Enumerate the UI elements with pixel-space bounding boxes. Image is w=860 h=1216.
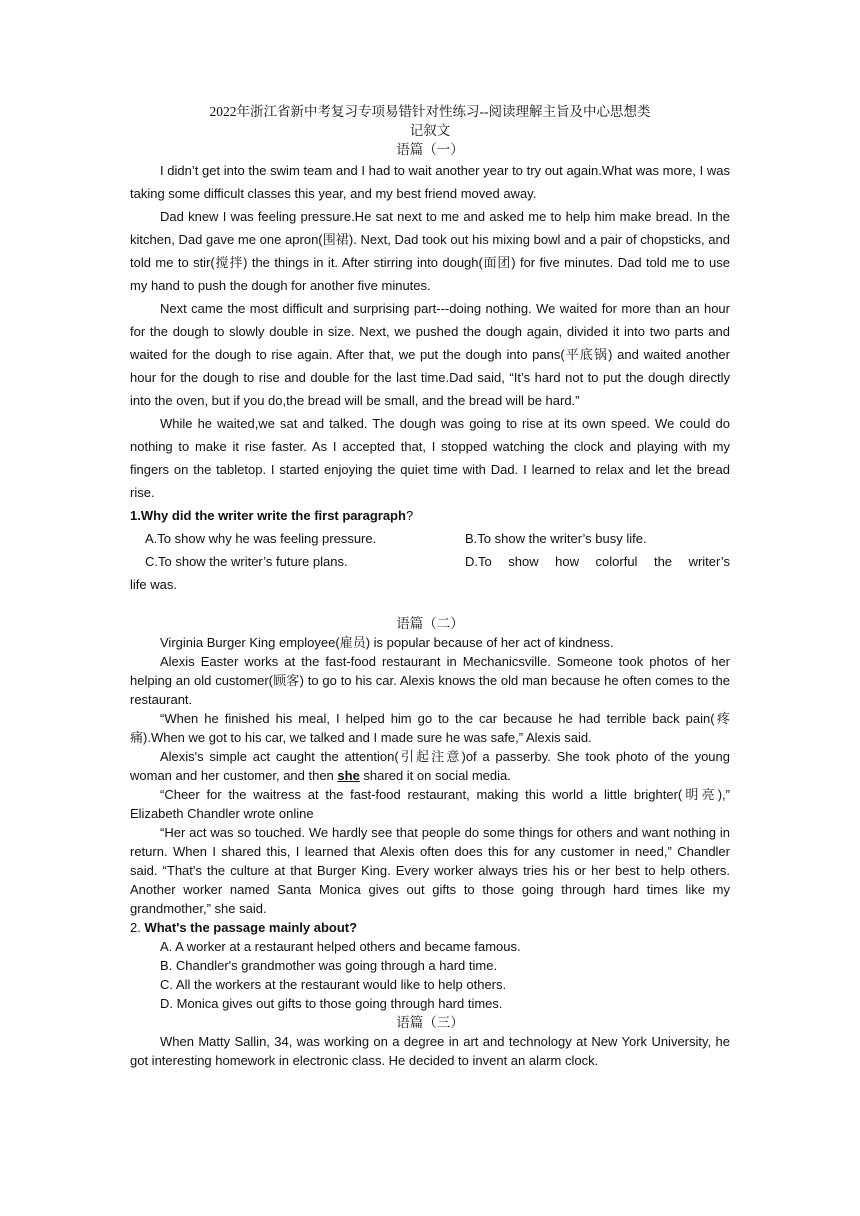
genre-label: 记叙文 — [409, 123, 451, 138]
option-a: A. A worker at a restaurant helped others and became famous. — [160, 939, 521, 954]
option-b: B. Chandler's grandmother was going through a hard time. — [160, 958, 498, 973]
paragraph: While he waited,we sat and talked. The dough was going to rise at its own speed. We could do nothing to make it rise faster. As I accepted that, I stopped watching the clock and playing with my fingers on the tabletop. I started enjoying the quiet time with Dad. I learned to relax and let the bread rise. — [130, 416, 730, 500]
text-run: shared it on social media. — [359, 768, 511, 783]
passage-1 — [130, 159, 730, 596]
question-2-number: 2. — [130, 920, 145, 935]
text-run: Alexis's simple act caught the attention(引起注意)of a passerby. She took photo of the young woman and her customer, and then — [130, 749, 730, 783]
passage-1-heading: 语篇（一） — [396, 142, 464, 157]
option-a: A.To show why he was feeling pressure. — [145, 531, 377, 546]
option-d: D. Monica gives out gifts to those going through hard times. — [160, 996, 503, 1011]
question-1-options — [130, 527, 730, 573]
paragraph: “When he finished his meal, I helped him go to the car because he had terrible back pain(疼痛).When we got to his car, we talked and I made sure he was safe,” Alexis said. — [130, 711, 730, 745]
question-mark: ? — [405, 508, 414, 523]
paragraph: “Cheer for the waitress at the fast-food restaurant, making this world a little brighter(明亮),” Elizabeth Chandler wrote online — [130, 787, 730, 821]
question-2 — [130, 918, 730, 937]
question-2-text: What's the passage mainly about? — [144, 920, 358, 935]
passage-2-heading: 语篇（二） — [396, 616, 464, 631]
option-c: C.To show the writer’s future plans. — [145, 554, 348, 569]
option-d — [430, 550, 730, 573]
option-c: C. All the workers at the restaurant would like to help others. — [160, 977, 507, 992]
paragraph: Dad knew I was feeling pressure.He sat next to me and asked me to help him make bread. In the kitchen, Dad gave me one apron(围裙). Next, Dad took out his mixing bowl and a pair of chopsticks, and told me to stir(搅拌) the things in it. After stirring into dough(面团) for five minutes. Dad told me to use my hand to push the dough for another five minutes. — [130, 209, 730, 293]
paragraph: Virginia Burger King employee(雇员) is popular because of her act of kindness. — [160, 635, 614, 650]
paragraph: “Her act was so touched. We hardly see that people do some things for others and want nothing in return. When I shared this, I learned that Alexis often does this for any customer in need,” Chandler said. “That's the culture at that Burger King. Every worker always tries his or her best to help others. Another worker named Santa Monica gives out gifts to those going through hard times like my grandmother,” she said. — [130, 825, 730, 916]
option-b: B.To show the writer’s busy life. — [465, 531, 647, 546]
passage-2 — [130, 614, 730, 1070]
option-d-text: D.To show how colorful the writer’s — [465, 554, 730, 569]
passage-3-heading: 语篇（三） — [396, 1015, 464, 1030]
question-1 — [130, 504, 730, 527]
underlined-word: she — [337, 768, 360, 783]
paragraph — [130, 747, 730, 785]
question-1-text: 1.Why did the writer write the first paragraph — [130, 508, 406, 523]
option-d-continued: life was. — [130, 577, 177, 592]
paragraph: Alexis Easter works at the fast-food restaurant in Mechanicsville. Someone took photos of her helping an old customer(顾客) to go to his car. Alexis knows the old man because he often comes to the restaurant. — [130, 654, 730, 707]
paragraph: Next came the most difficult and surprising part---doing nothing. We waited for more than an hour for the dough to slowly double in size. Next, we pushed the dough again, divided it into two parts and waited for the dough to rise again. After that, we put the dough into pans(平底锅) and waited another hour for the dough to rise and double for the last time.Dad said, “It’s hard not to put the dough directly into the oven, but if you do,the bread will be small, and the bread will be hard.” — [130, 301, 730, 408]
document-title: 2022年浙江省新中考复习专项易错针对性练习--阅读理解主旨及中心思想类 — [209, 104, 651, 119]
paragraph: When Matty Sallin, 34, was working on a degree in art and technology at New York University, he got interesting homework in electronic class. He decided to invent an alarm clock. — [130, 1034, 730, 1068]
paragraph: I didn’t get into the swim team and I had to wait another year to try out again.What was more, I was taking some difficult classes this year, and my best friend moved away. — [130, 163, 730, 201]
document-page — [130, 102, 730, 1070]
